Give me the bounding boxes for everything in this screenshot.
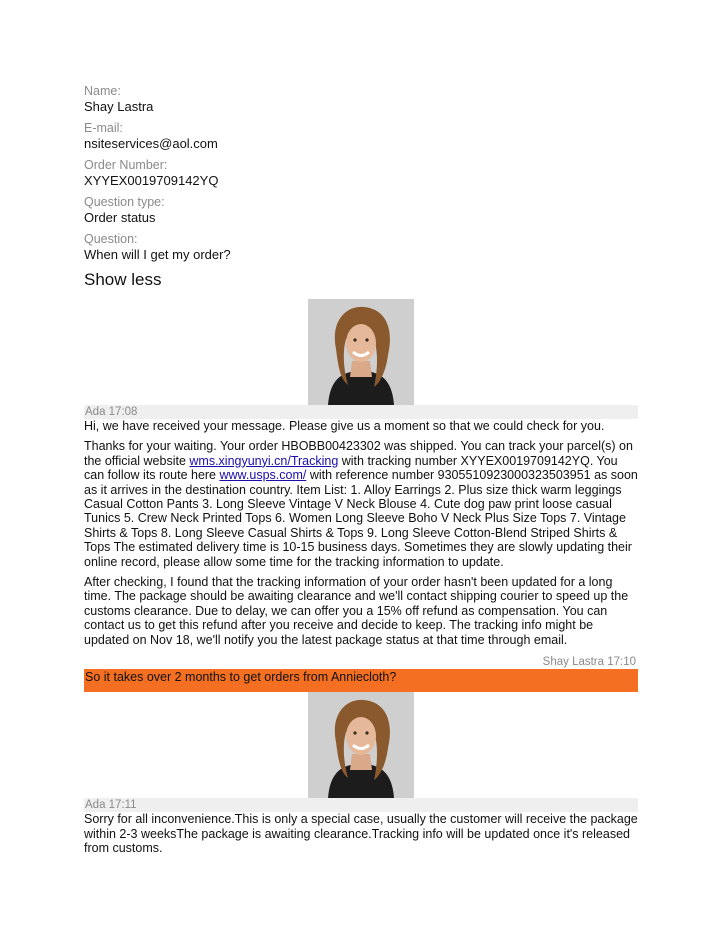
order-number-value: XYYEX0019709142YQ: [84, 173, 219, 188]
message-sender: Ada 17:11: [84, 798, 638, 812]
agent-avatar-wrap: [84, 299, 638, 405]
agent-message: Hi, we have received your message. Please give us a moment so that we could check for you.: [84, 419, 605, 433]
message-sender: Shay Lastra 17:10: [542, 656, 636, 669]
question-type-label: Question type:: [84, 195, 165, 209]
agent-message: [84, 439, 638, 569]
agent-message: After checking, I found that the tracking information of your order hasn't been updated for a long time. The package should be awaiting clearance and we'll contact shipping courier to speed up the customs clearance. Due to delay, we can offer you a 15% off refund as compensation. You can contact us to get this refund after you receive and decide to keep. The tracking info might be updated on Nov 18, we'll notify you the latest package status at that time through email.: [84, 575, 629, 647]
message-sender: Ada 17:08: [84, 405, 638, 419]
question-type-value: Order status: [84, 210, 156, 225]
agent-avatar: [308, 299, 414, 405]
message-text: with reference number 9305510923000323503951 as soon as it arrives in the destination country. Item List: 1. Alloy Earrings 2. Plus size thick warm leggings Casual Cotton Pants 3. Long Sleeve Vintage V Neck Blouse 4. Cute dog paw print loose casual Tunics 5. Crew Neck Printed Tops 6. Women Long Sleeve Boho V Neck Plus Size Tops 7. Vintage Shirts & Tops 8. Long Sleeve Casual Shirts & Tops 9. Long Sleeve Cotton-Blend Striped Shirts & Tops The estimated delivery time is 10-15 business days. Sometimes they are slowly updating their online record, please allow some time for the tracking information to update.: [84, 468, 638, 569]
message-text: Thanks for your waiting. Your order HBOBB00423302 was shipped. You can track your parcel(s) on the official website: [84, 439, 633, 468]
order-number-label: Order Number:: [84, 158, 168, 172]
usps-link[interactable]: www.usps.com/: [219, 468, 307, 483]
question-label: Question:: [84, 232, 138, 246]
question-value: When will I get my order?: [84, 247, 231, 262]
tracking-site-link[interactable]: wms.xingyunyi.cn/Tracking: [189, 453, 339, 468]
message-text: with tracking number XYYEX0019709142YQ. You can follow its route here: [84, 453, 618, 483]
email-label: E-mail:: [84, 121, 123, 135]
show-less-toggle[interactable]: Show less: [84, 270, 162, 289]
agent-message: Sorry for all inconvenience.This is only a special case, usually the customer will receive the package within 2-3 weeksThe package is awaiting clearance.Tracking info will be updated once it's released from customs.: [84, 812, 638, 855]
name-value: Shay Lastra: [84, 99, 154, 114]
chat-transcript: [84, 84, 638, 859]
agent-avatar: [308, 692, 414, 798]
email-value: nsiteservices@aol.com: [84, 136, 218, 151]
name-label: Name:: [84, 84, 121, 98]
customer-message: So it takes over 2 months to get orders from Anniecloth?: [84, 669, 638, 692]
agent-avatar-wrap: [84, 692, 638, 798]
